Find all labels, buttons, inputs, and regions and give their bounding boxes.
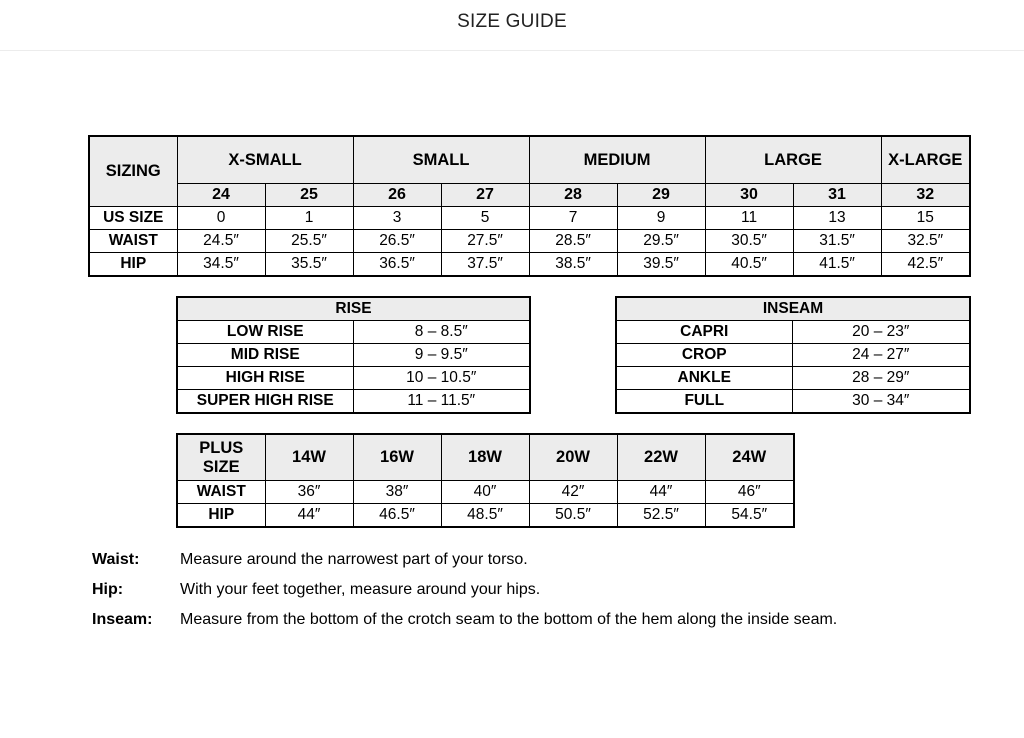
plus-size-header: 18W xyxy=(441,434,529,481)
table-cell: 44″ xyxy=(617,481,705,504)
note-label: Waist: xyxy=(92,551,140,568)
table-cell: 42.5″ xyxy=(881,253,970,277)
size-number-header: 25 xyxy=(265,184,353,207)
plus-size-header: 14W xyxy=(265,434,353,481)
row-label: HIP xyxy=(89,253,177,277)
size-group-header: X-LARGE xyxy=(881,136,970,184)
size-number-header: 29 xyxy=(617,184,705,207)
table-cell: 28 – 29″ xyxy=(792,367,970,390)
table-cell: 46″ xyxy=(705,481,794,504)
plus-size-corner-line1: PLUS xyxy=(199,438,244,457)
note-text: With your feet together, measure around your hips. xyxy=(180,581,541,598)
table-row xyxy=(177,367,530,390)
table-cell: 29.5″ xyxy=(617,230,705,253)
table-cell: 54.5″ xyxy=(705,504,794,528)
table-row xyxy=(616,367,970,390)
table-row xyxy=(616,390,970,414)
table-cell: 31.5″ xyxy=(793,230,881,253)
table-cell: 38″ xyxy=(353,481,441,504)
table-row xyxy=(616,321,970,344)
note-hip xyxy=(92,579,837,609)
plus-size-table xyxy=(176,433,795,528)
note-label: Hip: xyxy=(92,581,124,598)
table-row xyxy=(89,253,970,277)
row-label: LOW RISE xyxy=(177,321,353,344)
table-cell: 41.5″ xyxy=(793,253,881,277)
size-number-header: 26 xyxy=(353,184,441,207)
table-cell: 38.5″ xyxy=(529,253,617,277)
row-label: ANKLE xyxy=(616,367,792,390)
note-text: Measure from the bottom of the crotch seam to the bottom of the hem along the inside seam. xyxy=(180,611,838,628)
table-cell: 5 xyxy=(441,207,529,230)
table-cell: 15 xyxy=(881,207,970,230)
table-row xyxy=(177,321,530,344)
size-group-header: X-SMALL xyxy=(177,136,353,184)
table-cell: 24 – 27″ xyxy=(792,344,970,367)
table-row xyxy=(177,344,530,367)
table-cell: 40.5″ xyxy=(705,253,793,277)
note-label: Inseam: xyxy=(92,611,153,628)
table-cell: 24.5″ xyxy=(177,230,265,253)
table-row xyxy=(616,344,970,367)
row-label: FULL xyxy=(616,390,792,414)
table-cell: 32.5″ xyxy=(881,230,970,253)
table-cell: 10 – 10.5″ xyxy=(353,367,530,390)
plus-size-header: 24W xyxy=(705,434,794,481)
table-row xyxy=(177,481,794,504)
inseam-table-title: INSEAM xyxy=(616,297,970,321)
table-cell: 7 xyxy=(529,207,617,230)
table-cell: 36″ xyxy=(265,481,353,504)
rise-table-title: RISE xyxy=(177,297,530,321)
note-text: Measure around the narrowest part of your torso. xyxy=(180,551,528,568)
sizing-table xyxy=(88,135,971,277)
row-label: US SIZE xyxy=(89,207,177,230)
table-cell: 13 xyxy=(793,207,881,230)
plus-size-corner-header xyxy=(177,434,265,481)
note-waist xyxy=(92,549,837,579)
row-label: MID RISE xyxy=(177,344,353,367)
table-cell: 52.5″ xyxy=(617,504,705,528)
table-row xyxy=(177,390,530,414)
row-label: CROP xyxy=(616,344,792,367)
row-label: WAIST xyxy=(177,481,265,504)
size-number-header: 32 xyxy=(881,184,970,207)
table-cell: 25.5″ xyxy=(265,230,353,253)
table-cell: 3 xyxy=(353,207,441,230)
table-cell: 0 xyxy=(177,207,265,230)
table-cell: 9 – 9.5″ xyxy=(353,344,530,367)
table-cell: 39.5″ xyxy=(617,253,705,277)
table-cell: 9 xyxy=(617,207,705,230)
size-group-header: MEDIUM xyxy=(529,136,705,184)
table-cell: 44″ xyxy=(265,504,353,528)
measurement-notes xyxy=(92,549,837,639)
table-cell: 30 – 34″ xyxy=(792,390,970,414)
inseam-table xyxy=(615,296,971,414)
table-cell: 34.5″ xyxy=(177,253,265,277)
table-cell: 37.5″ xyxy=(441,253,529,277)
table-cell: 30.5″ xyxy=(705,230,793,253)
table-cell: 48.5″ xyxy=(441,504,529,528)
size-number-header: 31 xyxy=(793,184,881,207)
size-number-header: 28 xyxy=(529,184,617,207)
table-cell: 11 xyxy=(705,207,793,230)
table-cell: 40″ xyxy=(441,481,529,504)
note-inseam xyxy=(92,609,837,639)
table-cell: 28.5″ xyxy=(529,230,617,253)
page-title: SIZE GUIDE xyxy=(457,11,567,32)
row-label: CAPRI xyxy=(616,321,792,344)
row-label: SUPER HIGH RISE xyxy=(177,390,353,414)
table-cell: 50.5″ xyxy=(529,504,617,528)
table-cell: 36.5″ xyxy=(353,253,441,277)
row-label: HIGH RISE xyxy=(177,367,353,390)
size-group-header: SMALL xyxy=(353,136,529,184)
table-row xyxy=(177,504,794,528)
size-number-header: 30 xyxy=(705,184,793,207)
plus-size-header: 16W xyxy=(353,434,441,481)
table-cell: 1 xyxy=(265,207,353,230)
table-row xyxy=(89,207,970,230)
table-cell: 27.5″ xyxy=(441,230,529,253)
plus-size-corner-line2: SIZE xyxy=(202,457,240,476)
plus-size-header: 22W xyxy=(617,434,705,481)
table-cell: 46.5″ xyxy=(353,504,441,528)
size-number-header: 27 xyxy=(441,184,529,207)
table-row xyxy=(89,230,970,253)
table-cell: 26.5″ xyxy=(353,230,441,253)
rise-table xyxy=(176,296,531,414)
row-label: WAIST xyxy=(89,230,177,253)
size-number-header: 24 xyxy=(177,184,265,207)
table-cell: 20 – 23″ xyxy=(792,321,970,344)
plus-size-header: 20W xyxy=(529,434,617,481)
table-cell: 42″ xyxy=(529,481,617,504)
table-cell: 8 – 8.5″ xyxy=(353,321,530,344)
page-header xyxy=(0,0,1024,51)
size-group-header: LARGE xyxy=(705,136,881,184)
table-cell: 35.5″ xyxy=(265,253,353,277)
table-cell: 11 – 11.5″ xyxy=(353,390,530,414)
row-label: HIP xyxy=(177,504,265,528)
sizing-corner-header: SIZING xyxy=(89,136,177,207)
